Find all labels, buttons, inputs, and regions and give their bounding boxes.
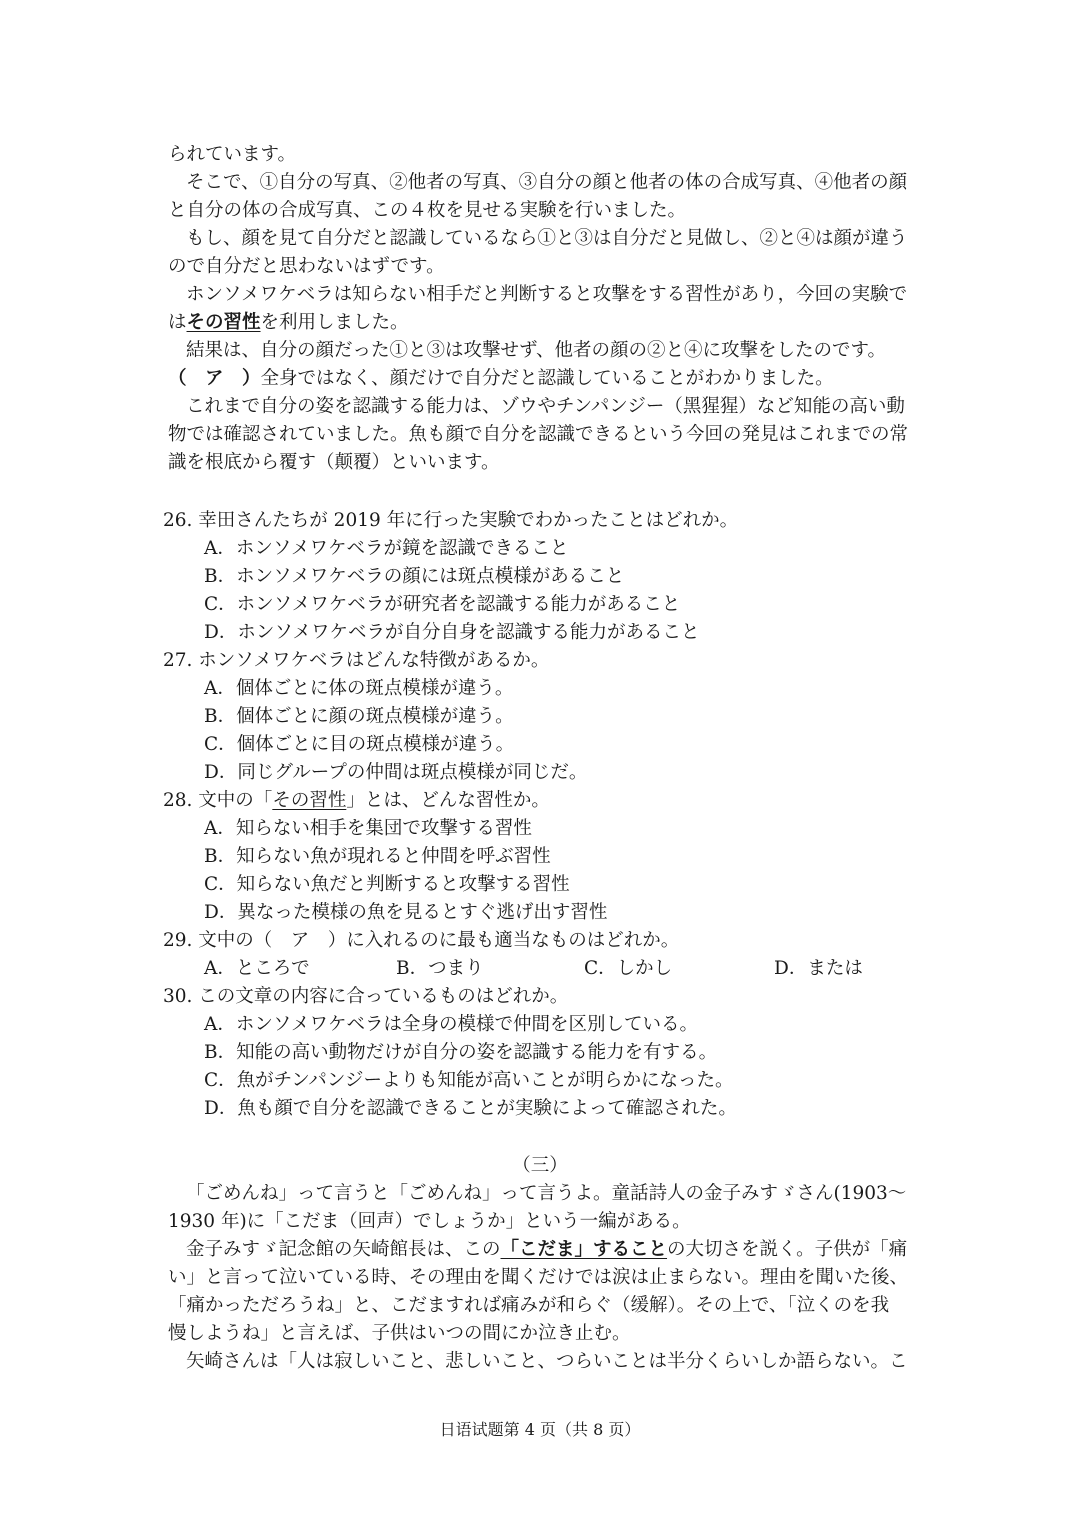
passage-line: 結果は、自分の顔だった①と③は攻撃せず、他者の顔の②と④に攻撃をしたのです。 [186,340,887,361]
passage-line: 慢しようね」と言えば、子供はいつの間にか泣き止む。 [168,1323,631,1344]
question-30-option-d: D．魚も顔で自分を認識できることが実験によって確認された。 [204,1098,737,1119]
question-29-option-b: B．つまり [396,958,484,979]
question-29-option-a: A．ところで [204,958,310,979]
question-30-option-c: C．魚がチンパンジーよりも知能が高いことが明らかになった。 [204,1070,734,1091]
question-30-option-a: A．ホンソメワケベラは全身の模様で仲間を区別している。 [204,1014,698,1035]
passage-line: られています。 [168,144,297,165]
passage-text: 全身ではなく、顔だけで自分だと認識していることがわかりました。 [260,368,834,389]
passage-text: は [168,312,187,333]
question-26-stem: 26. 幸田さんたちが 2019 年に行った実験でわかったことはどれか。 [163,510,739,531]
passage-line: 「痛かっただろうね」と、こだますれば痛みが和らぐ（缓解）。その上で、「泣くのを我 [168,1295,890,1316]
section-heading: （三） [512,1155,568,1176]
question-30-stem: 30. この文章の内容に合っているものはどれか。 [163,986,569,1007]
question-28-option-c: C．知らない魚だと判断すると攻撃する習性 [204,874,570,895]
passage-line: 物では確認されていました。魚も顔で自分を認識できるという今回の発見はこれまでの常 [168,424,909,445]
question-28-option-d: D．異なった模様の魚を見るとすぐ逃げ出す習性 [204,902,608,923]
passage-text: を利用しました。 [260,312,409,333]
underlined-phrase: その習性 [272,790,347,811]
passage-line: ホンソメワケベラは知らない相手だと判断すると攻撃をする習性があり，今回の実験で [186,284,908,305]
question-30-option-b: B．知能の高い動物だけが自分の姿を認識する能力を有する。 [204,1042,718,1063]
passage-line: 1930 年)に「こだま（回声）でしょうか」という一編がある。 [168,1211,691,1232]
question-28-option-a: A．知らない相手を集団で攻撃する習性 [204,818,532,839]
question-27-stem: 27. ホンソメワケベラはどんな特徴があるか。 [163,650,550,671]
question-26-option-a: A．ホンソメワケベラが鏡を認識できること [204,538,569,559]
question-29-option-c: C．しかし [584,958,673,979]
question-28-option-b: B．知らない魚が現れると仲間を呼ぶ習性 [204,846,551,867]
question-26-option-b: B．ホンソメワケベラの顔には斑点模様があること [204,566,625,587]
passage-line: 識を根底から覆す（颠覆）といいます。 [168,452,500,473]
passage-line: もし、顔を見て自分だと認識しているなら①と③は自分だと見做し、②と④は顔が違う [186,228,908,249]
passage-text: の大切さを説く。子供が「痛 [667,1239,908,1260]
page-footer: 日语试题第 4 页（共 8 页） [439,1420,641,1439]
question-29-stem: 29. 文中の（ ア ）に入れるのに最も適当なものはどれか。 [163,930,680,951]
blank-marker: （ ア ） [168,368,261,389]
passage-line [168,365,920,393]
question-27-option-b: B．個体ごとに顔の斑点模様が違う。 [204,706,514,727]
underlined-phrase: その習性 [186,312,261,333]
passage-line [168,309,920,337]
underlined-phrase: 「こだま」すること [500,1239,668,1260]
passage-line: ので自分だと思わないはずです。 [168,256,445,277]
question-26-option-c: C．ホンソメワケベラが研究者を認識する能力があること [204,594,681,615]
question-26-option-d: D．ホンソメワケベラが自分自身を認識する能力があること [204,622,700,643]
passage-line: そこで、①自分の写真、②他者の写真、③自分の顔と他者の体の合成写真、④他者の顔 [186,172,908,193]
passage-line: これまで自分の姿を認識する能力は、ゾウやチンパンジー（黑猩猩）など知能の高い動 [186,396,905,417]
question-29-option-d: D．または [774,958,863,979]
question-27-option-c: C．個体ごとに目の斑点模様が違う。 [204,734,515,755]
passage-line [186,1236,907,1264]
passage-line: 「ごめんね」って言うと「ごめんね」って言うよ。童話詩人の金子みすゞさん(1903～ [186,1183,907,1204]
question-27-option-d: D．同じグループの仲間は斑点模様が同じだ。 [204,762,588,783]
passage-line: と自分の体の合成写真、この４枚を見せる実験を行いました。 [168,200,687,221]
passage-line: い」と言って泣いている時、その理由を聞くだけでは涙は止まらない。理由を聞いた後、 [168,1267,909,1288]
question-27-option-a: A．個体ごとに体の斑点模様が違う。 [204,678,514,699]
passage-line: 矢崎さんは「人は寂しいこと、悲しいこと、つらいことは半分くらいしか語らない。こ [186,1351,908,1372]
question-28-stem [163,787,550,815]
question-29-options [204,955,863,983]
question-text: 」とは、どんな習性か。 [346,790,550,811]
passage-text: 金子みすゞ記念館の矢崎館長は、この [186,1239,501,1260]
question-text: 28. 文中の「 [163,790,273,811]
